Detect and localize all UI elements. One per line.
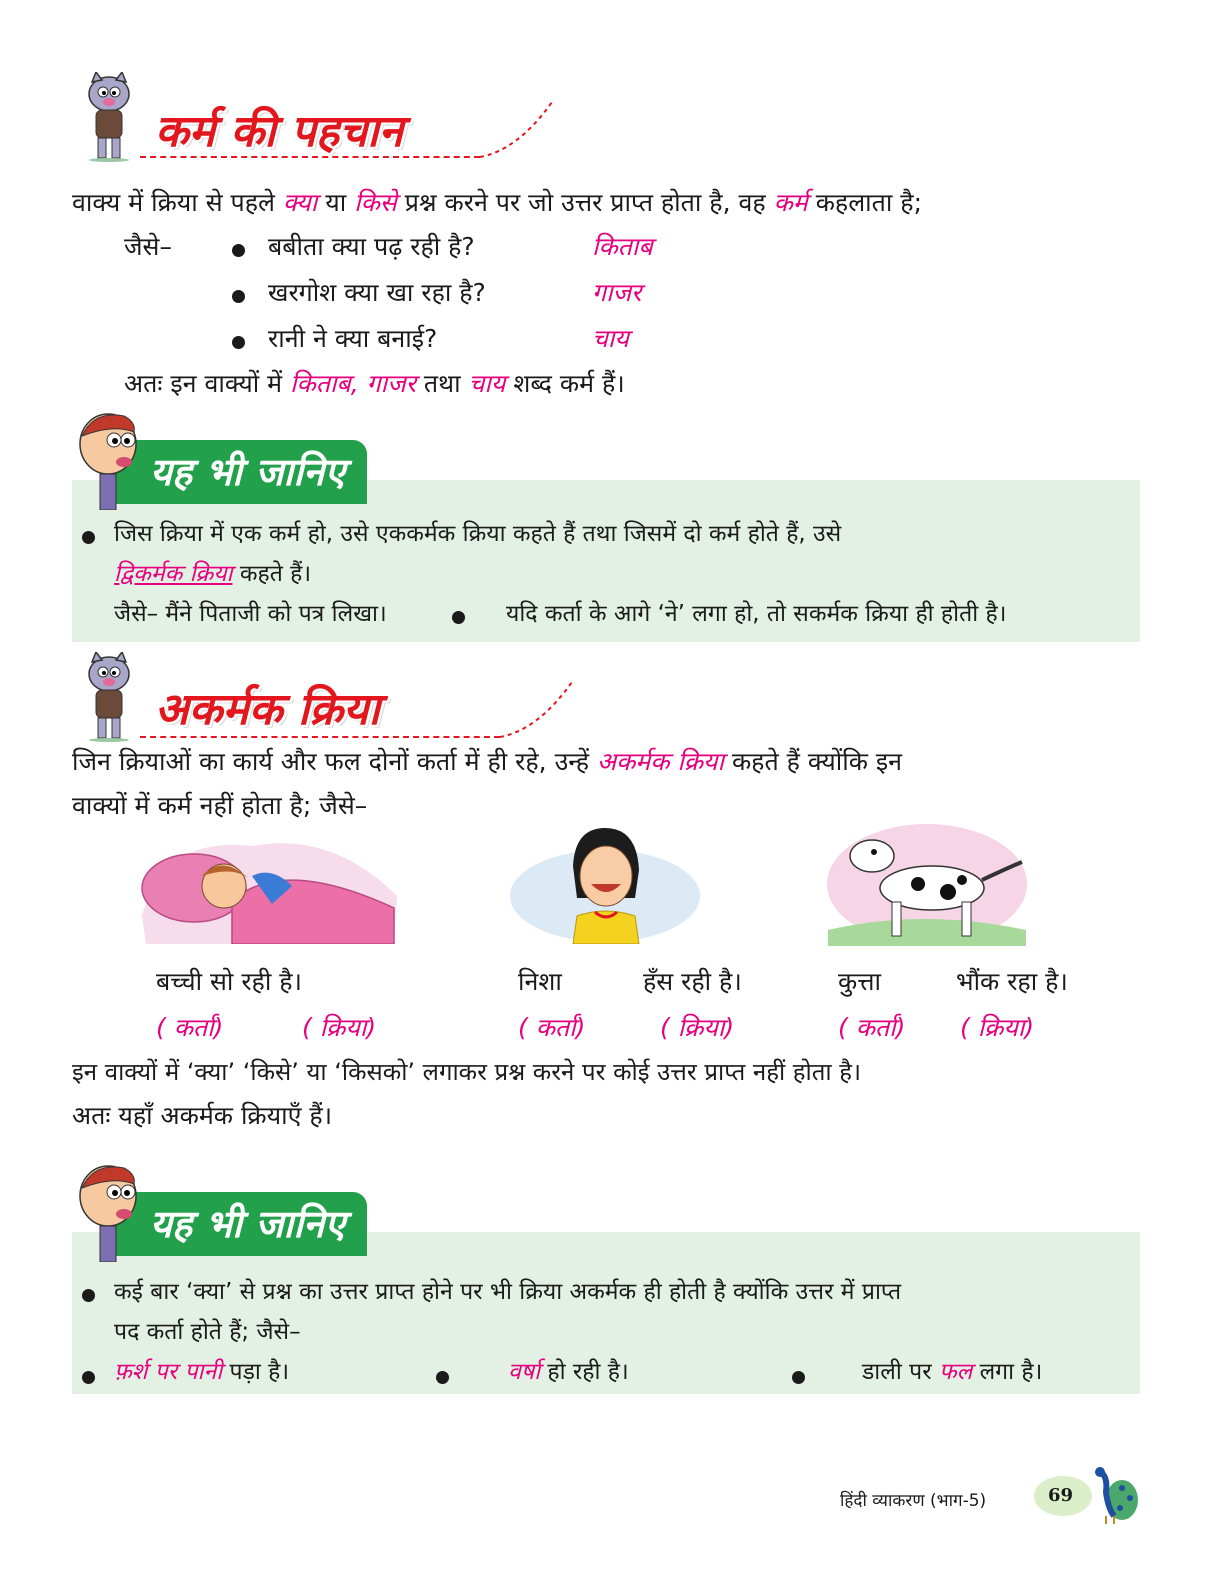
know-tab-2: यह भी जानिए <box>112 1192 367 1256</box>
example-question: खरगोश क्या खा रहा है? <box>268 278 486 307</box>
text: प्रश्न करने पर जो उत्तर प्राप्त होता है, वह <box>404 188 766 217</box>
jaise-label: जैसे– <box>124 232 172 261</box>
know-tab-1: यह भी जानिए <box>112 440 367 504</box>
bullet-icon <box>452 611 465 624</box>
text: तथा <box>423 369 461 398</box>
barking-dog-image <box>822 822 1032 946</box>
example-question: बबीता क्या पढ़ रही है? <box>268 232 475 261</box>
bullet-icon <box>82 531 95 544</box>
cat-mascot-1 <box>78 72 140 162</box>
picture3-karta-label: ( कर्ता) <box>838 1013 906 1042</box>
text: अतः इन वाक्यों में <box>124 369 283 398</box>
text: पड़ा है। <box>229 1359 290 1385</box>
highlight-dvikarmak: द्विकर्मक क्रिया <box>114 561 233 587</box>
text: या <box>325 188 347 217</box>
bullet-icon <box>436 1371 449 1384</box>
picture2-kriya-label: ( क्रिया) <box>660 1013 735 1042</box>
akarmak-after-line1: इन वाक्यों में ‘क्या’ ‘किसे’ या ‘किसको’ लगाकर प्रश्न करने पर कोई उत्तर प्राप्त नहीं होता है। <box>72 1058 862 1086</box>
picture2-verb: हँस रही है। <box>643 967 742 996</box>
example-answer: चाय <box>592 324 629 353</box>
know1-line1: जिस क्रिया में एक कर्म हो, उसे एककर्मक क्रिया कहते हैं तथा जिसमें दो कर्म होते हैं, उसे <box>114 521 842 547</box>
text: वाक्य में क्रिया से पहले <box>72 188 275 217</box>
example-question: रानी ने क्या बनाई? <box>268 324 438 353</box>
text: जिन क्रियाओं का कार्य और फल दोनों कर्ता में ही रहे, उन्हें <box>72 747 590 776</box>
example-answer: गाजर <box>592 278 642 307</box>
title-swoosh-1 <box>478 100 558 160</box>
highlight-varsha: वर्षा <box>508 1359 541 1385</box>
text: लगा है। <box>979 1359 1043 1385</box>
picture3-subject: कुत्ता <box>838 967 881 996</box>
karm-definition-line <box>72 181 922 225</box>
text: हो रही है। <box>547 1359 629 1385</box>
akarmak-definition-line2: वाक्यों में कर्म नहीं होता है; जैसे– <box>72 791 368 820</box>
sleeping-girl-image <box>132 826 404 944</box>
know2-example1 <box>114 1350 289 1394</box>
highlight-kise: किसे <box>354 188 397 217</box>
highlight-phal: फल <box>938 1359 973 1385</box>
karm-conclusion <box>124 362 625 406</box>
text: कहते हैं क्योंकि इन <box>731 747 903 776</box>
boy-mascot-1 <box>74 410 144 510</box>
page-number: 69 <box>1048 1485 1074 1506</box>
bullet-icon <box>232 290 245 303</box>
bullet-icon <box>82 1289 95 1302</box>
cat-mascot-2 <box>78 652 140 742</box>
akarmak-definition-line1 <box>72 740 902 784</box>
highlight-akarmak: अकर्मक क्रिया <box>596 747 725 776</box>
bullet-icon <box>82 1371 95 1384</box>
picture2-karta-label: ( कर्ता) <box>518 1013 586 1042</box>
picture3-kriya-label: ( क्रिया) <box>960 1013 1035 1042</box>
highlight-kya: क्या <box>282 188 318 217</box>
picture1-sentence: बच्ची सो रही है। <box>156 967 302 996</box>
highlight-farsh: फ़र्श पर पानी <box>114 1359 223 1385</box>
highlight-chay: चाय <box>468 369 506 398</box>
footer-book-title: हिंदी व्याकरण (भाग-5) <box>840 1491 987 1511</box>
know2-example3 <box>862 1350 1042 1394</box>
section-title-akarmak: अकर्मक क्रिया <box>155 684 380 735</box>
boy-mascot-2 <box>74 1162 144 1262</box>
laughing-girl-image <box>505 826 705 944</box>
title-swoosh-2 <box>498 680 578 740</box>
know2-line2: पद कर्ता होते हैं; जैसे– <box>114 1319 301 1345</box>
highlight-karm: कर्म <box>773 188 808 217</box>
know1-example: जैसे– मैंने पिताजी को पत्र लिखा। <box>114 601 387 627</box>
bullet-icon <box>232 244 245 257</box>
peacock-icon <box>1086 1466 1140 1526</box>
text: कहते हैं। <box>239 561 312 587</box>
section-title-karm: कर्म की पहचान <box>155 106 404 157</box>
know2-line1: कई बार ‘क्या’ से प्रश्न का उत्तर प्राप्त होने पर भी क्रिया अकर्मक ही होती है क्योंकि उत्तर में प्राप्त <box>114 1279 902 1305</box>
text: कहलाता है; <box>815 188 922 217</box>
picture3-verb: भौंक रहा है। <box>956 967 1068 996</box>
know1-point2: यदि कर्ता के आगे ‘ने’ लगा हो, तो सकर्मक क्रिया ही होती है। <box>506 601 1007 627</box>
bullet-icon <box>232 336 245 349</box>
know1-line2 <box>114 552 311 596</box>
akarmak-after-line2: अतः यहाँ अकर्मक क्रियाएँ हैं। <box>72 1101 333 1130</box>
highlight-words: किताब, गाजर <box>290 369 416 398</box>
bullet-icon <box>792 1371 805 1384</box>
picture2-subject: निशा <box>518 967 562 996</box>
picture1-kriya-label: ( क्रिया) <box>302 1013 377 1042</box>
know2-example2 <box>508 1350 629 1394</box>
example-answer: किताब <box>592 232 653 261</box>
picture1-karta-label: ( कर्ता) <box>156 1013 224 1042</box>
text: शब्द कर्म हैं। <box>513 369 625 398</box>
text: डाली पर <box>862 1359 932 1385</box>
